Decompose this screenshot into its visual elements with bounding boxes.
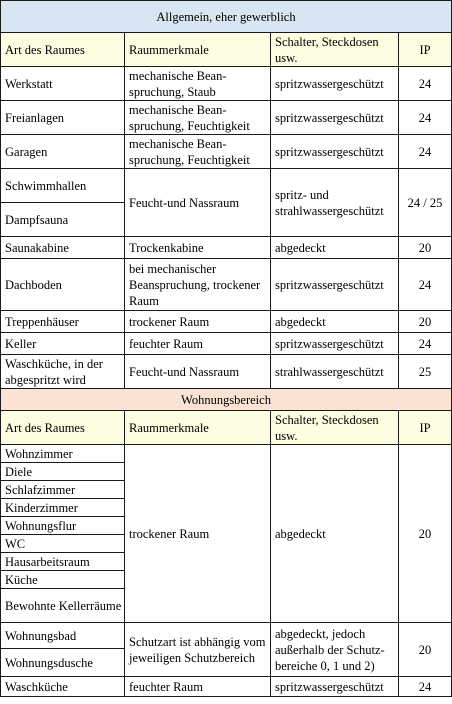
switches-cell: abgedeckt	[271, 311, 399, 333]
features-cell: feuchter Raum	[125, 333, 271, 355]
ip-cell: 24	[399, 259, 452, 311]
features-cell: Feucht-und Nassraum	[125, 355, 271, 389]
features-cell: Feucht-und Nassraum	[125, 169, 271, 237]
switches-cell: abgedeckt	[271, 237, 399, 259]
room-cell: Küche	[1, 571, 125, 589]
table-row	[1, 101, 452, 135]
room-cell: Bewohnte Kellerräume	[1, 589, 125, 623]
switches-cell: spritz- und strahlwassergeschützt	[271, 169, 399, 237]
table-row	[1, 237, 452, 259]
features-cell: mechanische Bean-spruchung, Feuchtigkeit	[125, 135, 271, 169]
room-cell: Diele	[1, 463, 125, 481]
ip-cell: 20	[399, 445, 452, 623]
switches-cell: abgedeckt, jedoch außerhalb der Schutz-bereiche 0, 1 und 2)	[271, 623, 399, 677]
header-switches: Schalter, Steckdosen usw.	[271, 411, 399, 445]
room-cell: Waschküche, in der abgespritzt wird	[1, 355, 125, 389]
room-cell: Schlafzimmer	[1, 481, 125, 499]
header-ip: IP	[399, 33, 452, 67]
switches-cell: abgedeckt	[271, 445, 399, 623]
table-row	[1, 259, 452, 311]
room-cell: Wohnzimmer	[1, 445, 125, 463]
header-room: Art des Raumes	[1, 411, 125, 445]
ip-cell: 25	[399, 355, 452, 389]
header-switches: Schalter, Steckdosen usw.	[271, 33, 399, 67]
section-title-row	[1, 1, 452, 33]
switches-cell: spritzwassergeschützt	[271, 101, 399, 135]
table-row	[1, 135, 452, 169]
table-row	[1, 623, 452, 649]
ip-cell: 24	[399, 333, 452, 355]
ip-cell: 24 / 25	[399, 169, 452, 237]
table-row	[1, 169, 452, 203]
header-ip: IP	[399, 411, 452, 445]
features-cell: trockener Raum	[125, 311, 271, 333]
header-room: Art des Raumes	[1, 33, 125, 67]
ip-cell: 24	[399, 135, 452, 169]
room-cell: Saunakabine	[1, 237, 125, 259]
room-cell: Freianlagen	[1, 101, 125, 135]
table-row	[1, 311, 452, 333]
room-cell: Hausarbeitsraum	[1, 553, 125, 571]
ip-cell: 24	[399, 67, 452, 101]
features-cell: mechanische Bean-spruchung, Feuchtigkeit	[125, 101, 271, 135]
table-row	[1, 677, 452, 697]
header-features: Raummerkmale	[125, 33, 271, 67]
room-cell: Waschküche	[1, 677, 125, 697]
room-cell: Dampfsauna	[1, 203, 125, 237]
header-row	[1, 33, 452, 67]
section-title: Wohnungsbereich	[1, 389, 452, 411]
switches-cell: spritzwassergeschützt	[271, 259, 399, 311]
room-cell: Garagen	[1, 135, 125, 169]
ip-cell: 20	[399, 311, 452, 333]
room-cell: Dachboden	[1, 259, 125, 311]
section-title: Allgemein, eher gewerblich	[1, 1, 452, 33]
table-row	[1, 355, 452, 389]
features-cell: feuchter Raum	[125, 677, 271, 697]
header-row	[1, 411, 452, 445]
room-cell: Werkstatt	[1, 67, 125, 101]
room-cell: WC	[1, 535, 125, 553]
room-cell: Wohnungsdusche	[1, 649, 125, 677]
table-row	[1, 67, 452, 101]
section-title-row	[1, 389, 452, 411]
ip-cell: 20	[399, 623, 452, 677]
header-features: Raummerkmale	[125, 411, 271, 445]
ip-cell: 20	[399, 237, 452, 259]
table-row	[1, 445, 452, 463]
features-cell: bei mechanischer Beanspruchung, trockener Raum	[125, 259, 271, 311]
room-cell: Wohnungsflur	[1, 517, 125, 535]
room-cell: Treppenhäuser	[1, 311, 125, 333]
room-cell: Keller	[1, 333, 125, 355]
room-cell: Schwimmhallen	[1, 169, 125, 203]
switches-cell: spritzwassergeschützt	[271, 677, 399, 697]
room-cell: Wohnungsbad	[1, 623, 125, 649]
features-cell: Schutzart ist abhängig vom jeweiligen Schutzbereich	[125, 623, 271, 677]
switches-cell: spritzwassergeschützt	[271, 135, 399, 169]
features-cell: Trockenkabine	[125, 237, 271, 259]
switches-cell: spritzwassergeschützt	[271, 67, 399, 101]
switches-cell: strahlwassergeschützt	[271, 355, 399, 389]
table-row	[1, 333, 452, 355]
ip-cell: 24	[399, 677, 452, 697]
room-cell: Kinderzimmer	[1, 499, 125, 517]
features-cell: trockener Raum	[125, 445, 271, 623]
switches-cell: spritzwassergeschützt	[271, 333, 399, 355]
ip-cell: 24	[399, 101, 452, 135]
features-cell: mechanische Bean-spruchung, Staub	[125, 67, 271, 101]
